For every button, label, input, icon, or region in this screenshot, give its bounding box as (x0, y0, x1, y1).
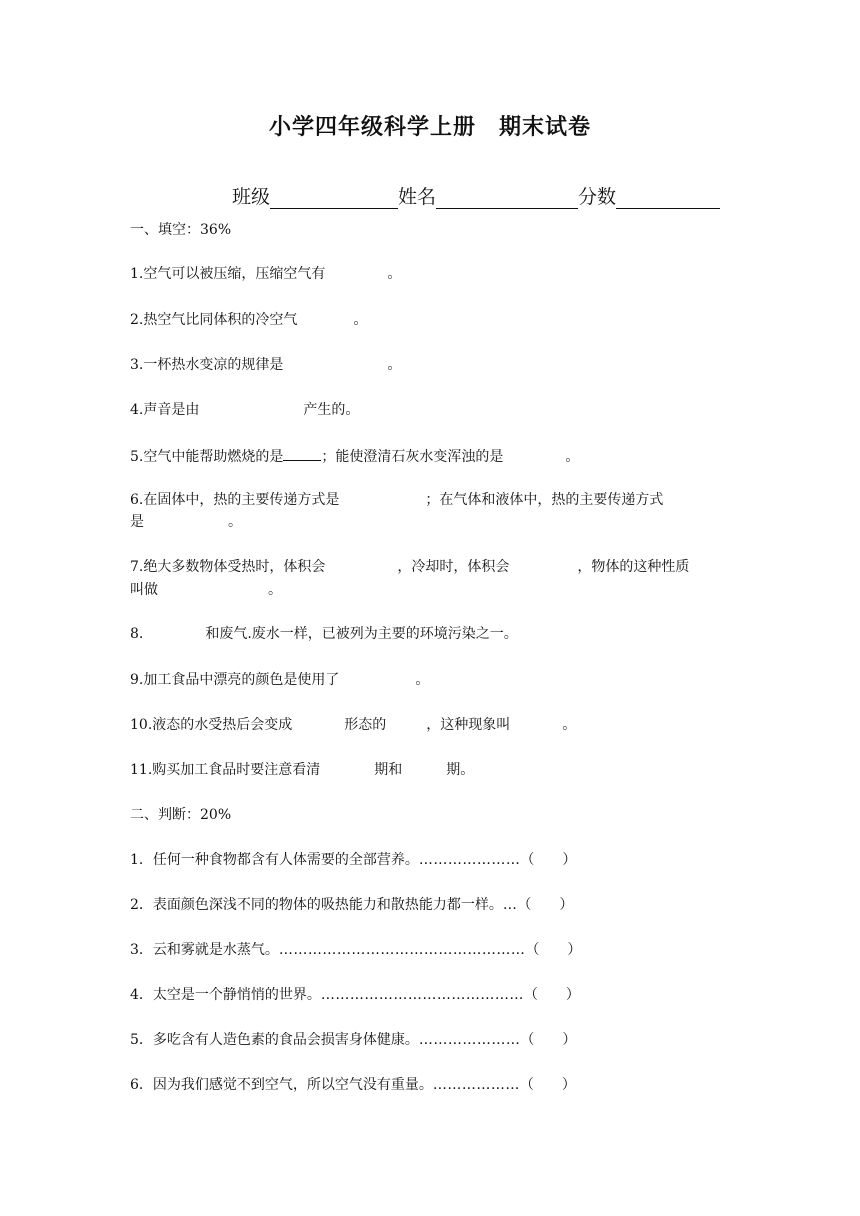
q5-blank-1[interactable] (283, 445, 321, 461)
judge-item (130, 1030, 576, 1050)
section-heading-judge: 二、判断：20% (130, 807, 232, 823)
q8-text: 8. (130, 626, 144, 642)
question-7-line-2 (130, 580, 282, 600)
q2-end: 。 (353, 312, 368, 328)
q4-text: 4.声音是由 (130, 402, 200, 418)
judge-dots: … (502, 897, 518, 913)
q1-text: 1.空气可以被压缩，压缩空气有 (130, 266, 326, 282)
question-7-line-1 (130, 557, 689, 577)
name-blank[interactable] (436, 188, 578, 209)
score-label: 分数 (578, 186, 617, 208)
q10-text-2: 形态的 (344, 717, 387, 733)
class-blank[interactable] (270, 188, 398, 209)
question-5 (130, 445, 579, 467)
page-title: 小学四年级科学上册 期末试卷 (268, 114, 591, 140)
q7-text: 7.绝大多数物体受热时，体积会 (130, 559, 326, 575)
judge-text: 1．任何一种食物都含有人体需要的全部营养。 (130, 852, 419, 868)
judge-item (130, 850, 576, 870)
question-3 (130, 355, 401, 375)
score-blank[interactable] (616, 188, 720, 209)
q9-text: 9.加工食品中漂亮的颜色是使用了 (130, 672, 340, 688)
name-label: 姓名 (398, 186, 437, 208)
judge-text: 4．太空是一个静悄悄的世界。 (130, 987, 321, 1003)
q10-text-3: ，这种现象叫 (426, 717, 511, 733)
question-8 (130, 624, 518, 644)
section-heading-fill: 一、填空：36% (130, 222, 232, 238)
question-6-line-1 (130, 490, 663, 510)
q3-end: 。 (387, 357, 402, 373)
judge-dots: ………………… (418, 852, 521, 868)
q11-text-2: 期和 (374, 762, 403, 778)
question-4 (130, 400, 359, 420)
question-2 (130, 310, 367, 330)
q6-end: 。 (228, 514, 242, 530)
judge-text: 3．云和雾就是水蒸气。 (130, 942, 279, 958)
q10-text: 10.液态的水受热后会变成 (130, 717, 293, 733)
judge-item (130, 1075, 576, 1095)
answer-paren[interactable]: （ ） (520, 852, 577, 868)
q5-text-2: ；能使澄清石灰水变浑浊的是 (321, 449, 504, 465)
q3-text: 3.一杯热水变凉的规律是 (130, 357, 284, 373)
q8-end: 和废气.废水一样，已被列为主要的环境污染之一。 (205, 626, 518, 642)
q6-text: 6.在固体中，热的主要传递方式是 (130, 492, 340, 508)
q10-end: 。 (562, 717, 577, 733)
q9-end: 。 (415, 672, 430, 688)
answer-paren[interactable]: （ ） (523, 987, 580, 1003)
judge-text: 2．表面颜色深浅不同的物体的吸热能力和散热能力都一样。 (130, 897, 503, 913)
student-info-row (232, 182, 720, 209)
question-11 (130, 760, 474, 780)
q11-end: 期。 (446, 762, 475, 778)
judge-item (130, 895, 573, 915)
class-label: 班级 (232, 186, 271, 208)
judge-item (130, 940, 581, 960)
judge-text: 6．因为我们感觉不到空气，所以空气没有重量。 (130, 1077, 433, 1093)
judge-dots: ………………… (418, 1032, 521, 1048)
q2-text: 2.热空气比同体积的冷空气 (130, 312, 298, 328)
q6-text-3: 是 (130, 514, 144, 530)
q6-text-2: ；在气体和液体中，热的主要传递方式 (425, 492, 664, 508)
question-10 (130, 715, 576, 735)
q1-end: 。 (387, 266, 402, 282)
judge-item (130, 985, 580, 1005)
q7-text-3: ，物体的这种性质 (577, 559, 690, 575)
judge-dots: ……………… (432, 1077, 520, 1093)
question-9 (130, 670, 429, 690)
answer-paren[interactable]: （ ） (520, 1032, 577, 1048)
question-6-line-2 (130, 512, 242, 532)
q5-end: 。 (565, 449, 580, 465)
judge-dots: …………………………………………… (278, 942, 526, 958)
question-1 (130, 264, 401, 284)
judge-dots: …………………………………… (320, 987, 524, 1003)
answer-paren[interactable]: （ ） (519, 1077, 576, 1093)
answer-paren[interactable]: （ ） (517, 897, 574, 913)
q4-end: 产生的。 (303, 402, 360, 418)
q11-text: 11.购买加工食品时要注意看清 (130, 762, 321, 778)
q7-text-2: ，冷却时，体积会 (397, 559, 510, 575)
q7-text-4: 叫做 (130, 582, 158, 598)
q5-text: 5.空气中能帮助燃烧的是 (130, 449, 284, 465)
q7-end: 。 (268, 582, 282, 598)
answer-paren[interactable]: （ ） (525, 942, 582, 958)
judge-text: 5．多吃含有人造色素的食品会损害身体健康。 (130, 1032, 419, 1048)
